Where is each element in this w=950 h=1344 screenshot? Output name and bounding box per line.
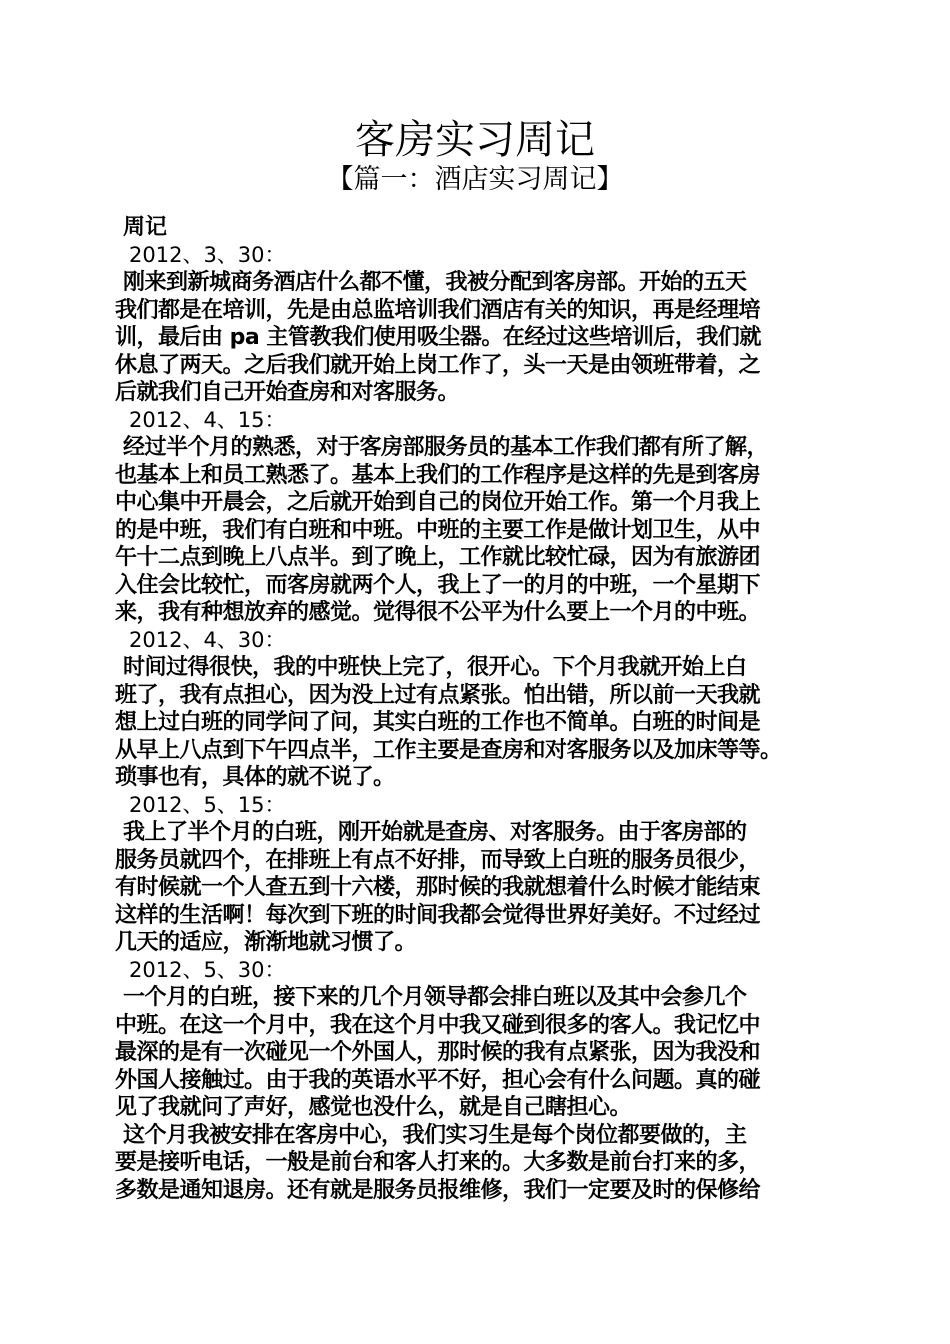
paragraph-line: 想上过白班的同学问了问，其实白班的工作也不简单。白班的时间是 <box>115 710 761 735</box>
entry-date: 2012、4、30： <box>129 627 286 652</box>
paragraph-line: 来，我有种想放弃的感觉。觉得很不公平为什么要上一个月的中班。 <box>115 600 761 625</box>
paragraph-line: 服务员就四个，在排班上有点不好排，而导致上白班的服务员很少， <box>115 847 761 873</box>
paragraph-line: 我们都是在培训，先是由总监培训我们酒店有关的知识，再是经理培 <box>115 297 761 323</box>
entry-date: 2012、5、30： <box>129 957 286 982</box>
paragraph-line: 最深的是有一次碰见一个外国人，那时候的我有点紧张，因为我没和 <box>115 1040 761 1065</box>
paragraph-line: 见了我就问了声好，感觉也没什么，就是自己瞎担心。 <box>115 1095 632 1120</box>
paragraph-line: 有时候就一个人查五到十六楼，那时候的我就想着什么时候才能结束 <box>115 875 761 900</box>
paragraph-line: 琐事也有，具体的就不说了。 <box>115 765 395 790</box>
paragraph-line: 这个月我被安排在客房中心，我们实习生是每个岗位都要做的，主 <box>123 1122 747 1148</box>
paragraph-line: 也基本上和员工熟悉了。基本上我们的工作程序是这样的先是到客房 <box>115 462 761 488</box>
paragraph-line: 经过半个月的熟悉，对于客房部服务员的基本工作我们都有所了解， <box>123 435 769 460</box>
paragraph-line: 中班。在这一个月中，我在这个月中我又碰到很多的客人。我记忆中 <box>115 1012 761 1038</box>
paragraph-line: 要是接听电话，一般是前台和客人打来的。大多数是前台打来的多， <box>115 1150 761 1175</box>
paragraph-line: 中心集中开晨会，之后就开始到自己的岗位开始工作。第一个月我上 <box>115 490 761 515</box>
paragraph-line: 几天的适应，渐渐地就习惯了。 <box>115 930 417 955</box>
paragraph-line: 的是中班，我们有白班和中班。中班的主要工作是做计划卫生，从中 <box>115 517 761 543</box>
paragraph-line: 我上了半个月的白班，刚开始就是查房、对客服务。由于客房部的 <box>123 820 747 845</box>
document-title: 客房实习周记 <box>355 117 595 163</box>
paragraph-line: 午十二点到晚上八点半。到了晚上，工作就比较忙碌，因为有旅游团 <box>115 545 761 570</box>
entry-date: 2012、3、30： <box>129 242 286 267</box>
entry-date: 2012、4、15： <box>129 407 286 432</box>
section-heading: 周记 <box>123 215 168 240</box>
entry-date: 2012、5、15： <box>129 792 286 817</box>
paragraph-line: 班了，我有点担心，因为没上过有点紧张。怕出错，所以前一天我就 <box>115 682 761 708</box>
paragraph-line: 从早上八点到下午四点半，工作主要是查房和对客服务以及加床等等。 <box>115 737 782 763</box>
paragraph-line: 这样的生活啊！每次到下班的时间我都会觉得世界好美好。不过经过 <box>115 902 761 928</box>
paragraph-line: 休息了两天。之后我们就开始上岗工作了，头一天是由领班带着，之 <box>115 352 761 378</box>
paragraph-line: 后就我们自己开始查房和对客服务。 <box>115 380 460 405</box>
document-subtitle: 【篇一：酒店实习周记】 <box>326 164 624 195</box>
paragraph-line: 一个月的白班，接下来的几个月领导都会排白班以及其中会参几个 <box>123 985 747 1010</box>
paragraph-line: 刚来到新城商务酒店什么都不懂，我被分配到客房部。开始的五天 <box>123 270 747 295</box>
document-body <box>115 214 855 1204</box>
paragraph-line: 多数是通知退房。还有就是服务员报维修，我们一定要及时的保修给 <box>115 1177 761 1203</box>
paragraph-line: 时间过得很快，我的中班快上完了，很开心。下个月我就开始上白 <box>123 655 747 680</box>
paragraph-line: 入住会比较忙，而客房就两个人，我上了一的月的中班，一个星期下 <box>115 572 761 598</box>
paragraph-line: 外国人接触过。由于我的英语水平不好，担心会有什么问题。真的碰 <box>115 1067 761 1093</box>
paragraph-line: 训，最后由 pa 主管教我们使用吸尘器。在经过这些培训后，我们就 <box>115 325 761 350</box>
